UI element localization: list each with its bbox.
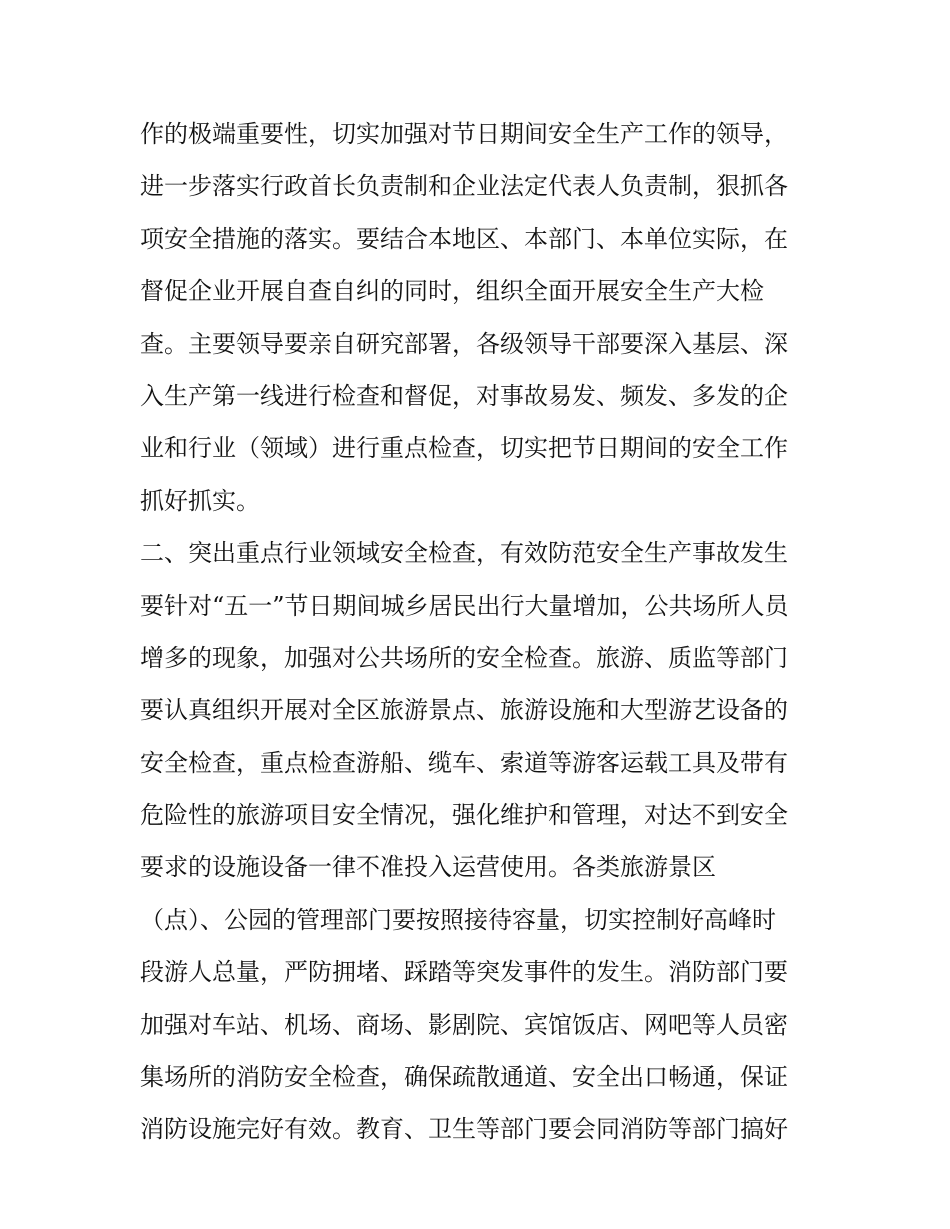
text-line: 消防设施完好有效。教育、卫生等部门要会同消防等部门搞好: [140, 1115, 788, 1144]
text-line: 集场所的消防安全检查，确保疏散通道、安全出口畅通，保证: [140, 1063, 788, 1092]
text-line: 入生产第一线进行检查和督促，对事故易发、频发、多发的企: [140, 381, 788, 410]
text-line: 要求的设施设备一律不准投入运营使用。各类旅游景区: [140, 853, 716, 882]
text-line: 查。主要领导要亲自研究部署，各级领导干部要深入基层、深: [140, 329, 788, 358]
text-line: 作的极端重要性，切实加强对节日期间安全生产工作的领导，: [140, 120, 788, 148]
text-line: 危险性的旅游项目安全情况，强化维护和管理，对达不到安全: [140, 801, 788, 830]
text-line: 业和行业（领域）进行重点检查，切实把节日期间的安全工作: [140, 434, 788, 463]
text-line: 督促企业开展自查自纠的同时，组织全面开展安全生产大检: [140, 277, 764, 306]
text-line: 增多的现象，加强对公共场所的安全检查。旅游、质监等部门: [140, 643, 788, 672]
text-line: 要认真组织开展对全区旅游景点、旅游设施和大型游艺设备的: [140, 696, 788, 725]
text-line: 要针对“五一”节日期间城乡居民出行大量增加，公共场所人员: [140, 591, 789, 620]
text-line: 抓好抓实。: [140, 486, 260, 515]
text-line: 进一步落实行政首长负责制和企业法定代表人负责制，狠抓各: [140, 172, 788, 201]
text-line: （点）、公园的管理部门要按照接待容量，切实控制好高峰时: [140, 905, 776, 934]
text-line: 加强对车站、机场、商场、影剧院、宾馆饭店、网吧等人员密: [140, 1010, 788, 1039]
text-line: 安全检查，重点检查游船、缆车、索道等游客运载工具及带有: [140, 748, 788, 777]
body-text: [140, 108, 820, 1156]
text-line: 段游人总量，严防拥堵、踩踏等突发事件的发生。消防部门要: [140, 958, 788, 987]
section-heading: 二、突出重点行业领域安全检查，有效防范安全生产事故发生: [140, 539, 788, 568]
text-line: 项安全措施的落实。要结合本地区、本部门、本单位实际，在: [140, 224, 788, 253]
